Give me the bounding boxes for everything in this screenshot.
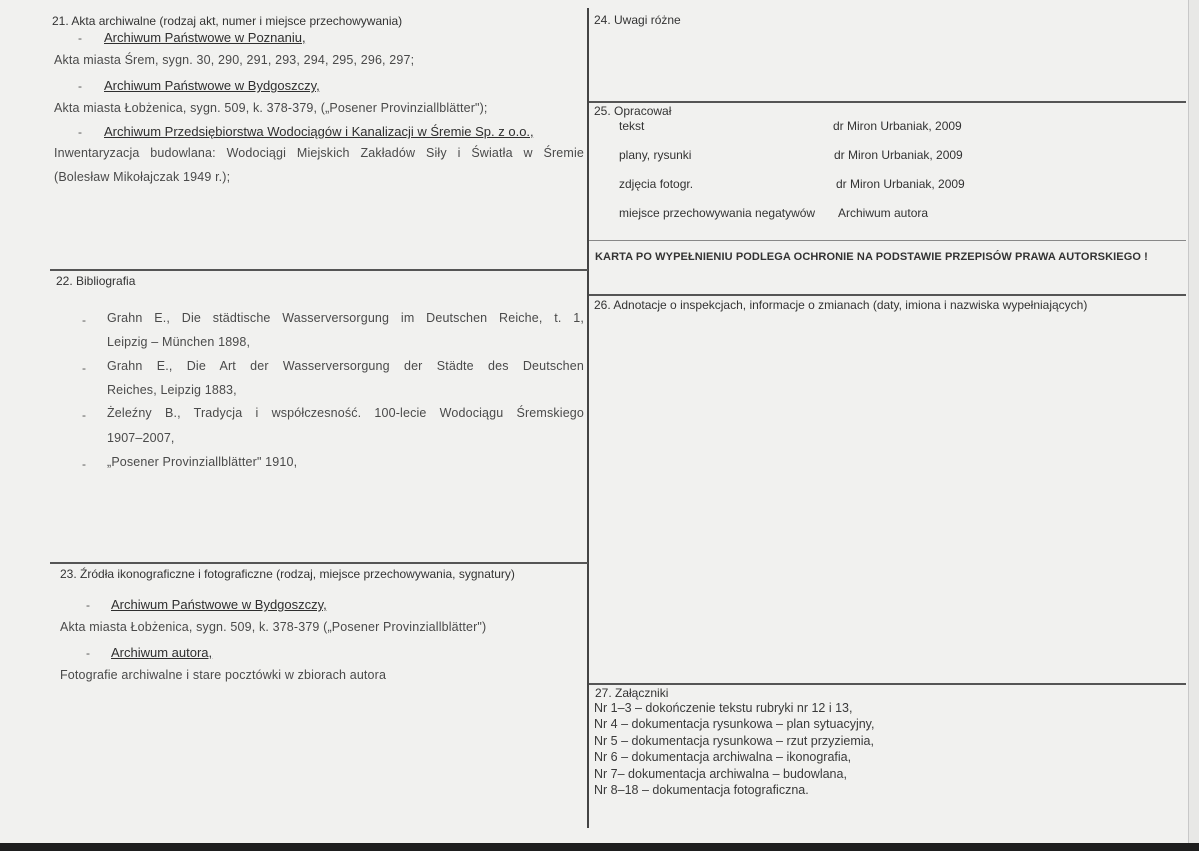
bullet-dash: -	[82, 457, 86, 471]
divider-22-23	[50, 562, 588, 564]
archive-desc-lobzenica: Akta miasta Łobżenica, sygn. 509, k. 378-379, („Posener Provinziallblätter");	[54, 101, 488, 115]
attachments-list	[594, 700, 874, 798]
section-21-heading: 21. Akta archiwalne (rodzaj akt, numer i miejsce przechowywania)	[52, 14, 403, 28]
bullet-dash: -	[82, 313, 86, 327]
author-row-value-negatives: Archiwum autora	[838, 206, 929, 220]
section-27-heading: 27. Załączniki	[595, 686, 669, 700]
author-row-label-photos: zdjęcia fotogr.	[619, 177, 694, 191]
author-row-value-text: dr Miron Urbaniak, 2009	[833, 119, 962, 133]
divider-24-25	[589, 101, 1186, 103]
bibliography-item-2-line1: Grahn E., Die Art der Wasserversorgung der Städte des Deutschen	[107, 359, 584, 373]
divider-21-22	[50, 269, 588, 271]
bibliography-item-4: „Posener Provinziallblätter" 1910,	[107, 455, 298, 469]
bullet-dash: -	[78, 79, 82, 93]
section-25-heading: 25. Opracował	[594, 104, 672, 118]
source-link-bydgoszcz[interactable]: Archiwum Państwowe w Bydgoszczy,	[111, 597, 327, 612]
scan-edge	[1188, 0, 1199, 851]
attachment-item: Nr 6 – dokumentacja archiwalna – ikonografia,	[594, 750, 852, 765]
divider-26-27	[589, 683, 1186, 685]
section-23-heading: 23. Źródła ikonograficzne i fotograficzne (rodzaj, miejsce przechowywania, sygnatury)	[60, 567, 515, 581]
bullet-dash: -	[82, 361, 86, 375]
bibliography-item-1-line2: Leipzig – München 1898,	[107, 335, 251, 349]
attachment-item: Nr 4 – dokumentacja rysunkowa – plan sytuacyjny,	[594, 717, 875, 732]
source-desc-photos: Fotografie archiwalne i stare pocztówki w zbiorach autora	[60, 668, 387, 682]
section-22-heading: 22. Bibliografia	[56, 274, 136, 288]
archive-desc-inventory-line2: (Bolesław Mikołajczak 1949 r.);	[54, 170, 231, 184]
archive-desc-inventory-line1: Inwentaryzacja budowlana: Wodociągi Miejskich Zakładów Siły i Światła w Śremie	[54, 146, 584, 160]
bullet-dash: -	[86, 598, 90, 612]
bullet-dash: -	[82, 408, 86, 422]
scan-bottom-band	[0, 843, 1199, 851]
archive-link-poznan[interactable]: Archiwum Państwowe w Poznaniu,	[104, 30, 306, 45]
bullet-dash: -	[78, 125, 82, 139]
bibliography-item-2-line2: Reiches, Leipzig 1883,	[107, 383, 237, 397]
source-link-author-archive[interactable]: Archiwum autora,	[111, 645, 213, 660]
author-row-value-drawings: dr Miron Urbaniak, 2009	[834, 148, 963, 162]
bullet-dash: -	[78, 31, 82, 45]
bibliography-item-1-line1: Grahn E., Die städtische Wasserversorgung im Deutschen Reiche, t. 1,	[107, 311, 584, 325]
archive-link-bydgoszcz[interactable]: Archiwum Państwowe w Bydgoszczy,	[104, 78, 320, 93]
attachment-item: Nr 5 – dokumentacja rysunkowa – rzut przyziemia,	[594, 733, 874, 748]
author-row-value-photos: dr Miron Urbaniak, 2009	[836, 177, 965, 191]
divider-25-26	[589, 294, 1186, 296]
attachment-item: Nr 8–18 – dokumentacja fotograficzna.	[594, 783, 809, 798]
center-divider	[587, 8, 589, 828]
author-row-label-drawings: plany, rysunki	[619, 148, 692, 162]
archive-link-waterworks[interactable]: Archiwum Przedsiębiorstwa Wodociągów i Kanalizacji w Śremie Sp. z o.o.,	[104, 124, 534, 139]
section-24-heading: 24. Uwagi różne	[594, 13, 681, 27]
attachment-item: Nr 1–3 – dokończenie tekstu rubryki nr 12 i 13,	[594, 701, 853, 715]
author-row-label-text: tekst	[619, 119, 645, 133]
copyright-warning: KARTA PO WYPEŁNIENIU PODLEGA OCHRONIE NA PODSTAWIE PRZEPISÓW PRAWA AUTORSKIEGO !	[595, 251, 1148, 263]
divider-25-warning	[589, 240, 1186, 241]
section-26-heading: 26. Adnotacje o inspekcjach, informacje o zmianach (daty, imiona i nazwiska wypełniających)	[594, 298, 1088, 312]
bibliography-item-3-line2: 1907–2007,	[107, 431, 175, 445]
archive-desc-srem: Akta miasta Śrem, sygn. 30, 290, 291, 293, 294, 295, 296, 297;	[54, 53, 415, 67]
bullet-dash: -	[86, 646, 90, 660]
source-desc-lobzenica: Akta miasta Łobżenica, sygn. 509, k. 378-379 („Posener Provinziallblätter")	[60, 620, 487, 634]
author-row-label-negatives: miejsce przechowywania negatywów	[619, 206, 816, 220]
bibliography-item-3-line1: Żeleźny B., Tradycja i współczesność. 100-lecie Wodociągu Śremskiego	[107, 406, 584, 420]
attachment-item: Nr 7– dokumentacja archiwalna – budowlana,	[594, 766, 847, 781]
